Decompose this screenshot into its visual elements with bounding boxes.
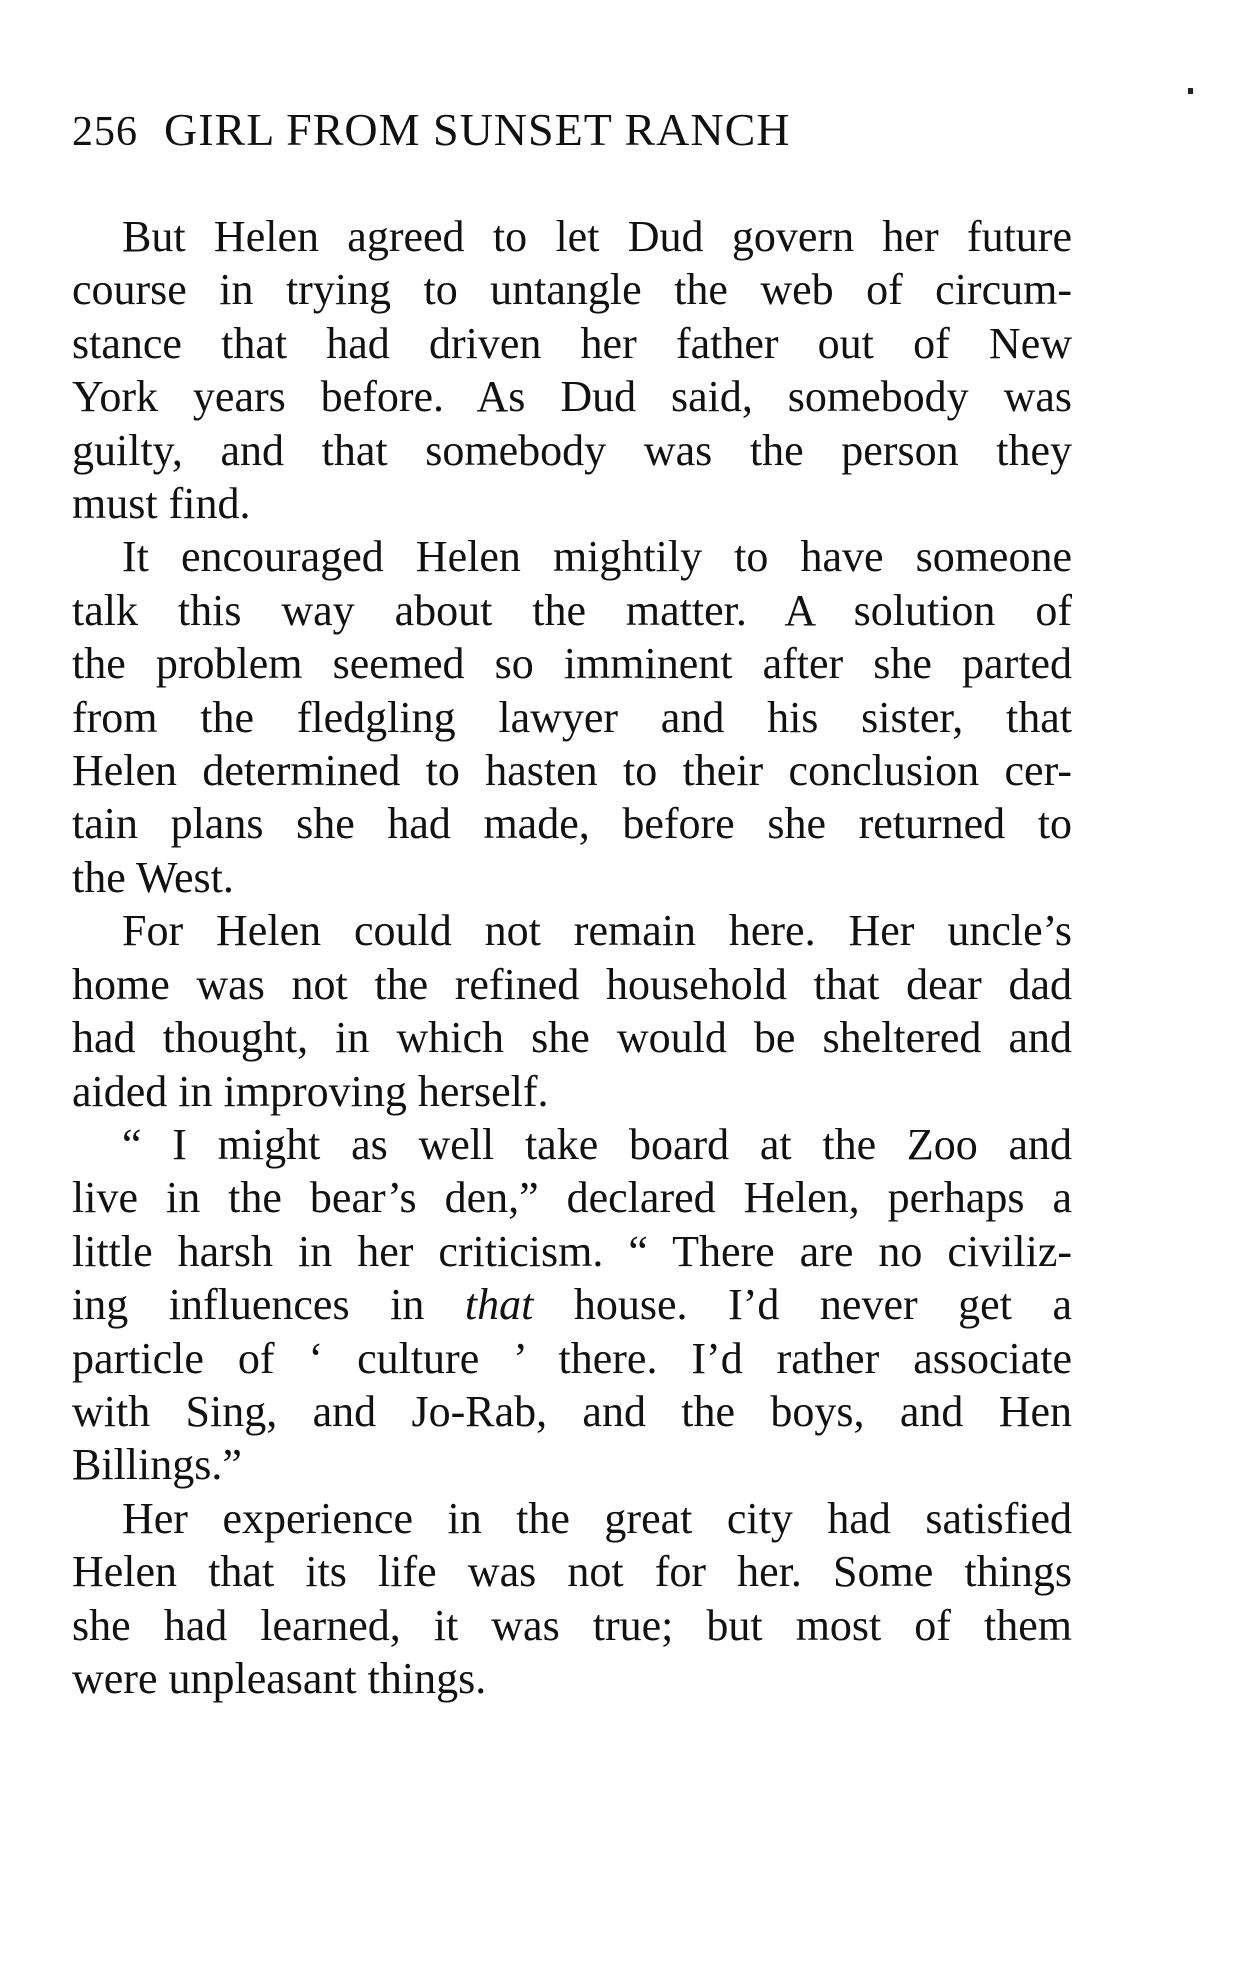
text-line: Helen that its life was not for her. Some things — [72, 1547, 1072, 1597]
book-page — [72, 98, 1072, 1705]
emphasis-text: that — [464, 1280, 534, 1330]
text-line: Helen determined to hasten to their conclusion cer- — [72, 746, 1072, 796]
text-line: she had learned, it was true; but most of them — [72, 1600, 1072, 1650]
text-line: from the fledgling lawyer and his sister, that — [72, 692, 1072, 742]
text-line: tain plans she had made, before she returned to — [72, 799, 1072, 849]
text-line: “ I might as well take board at the Zoo and — [122, 1119, 1072, 1169]
text-line: the problem seemed so imminent after she parted — [72, 639, 1072, 689]
text-line: were unpleasant things. — [72, 1653, 487, 1703]
print-speck — [1188, 88, 1193, 94]
paragraph-5 — [72, 1492, 1072, 1706]
paragraph-4 — [72, 1118, 1072, 1492]
text-line: Her experience in the great city had satisfied — [122, 1493, 1072, 1543]
text-line: For Helen could not remain here. Her uncle’s — [122, 906, 1072, 956]
body-text — [72, 210, 1072, 1705]
paragraph-2 — [72, 530, 1072, 904]
text-line: ing influences in that house. I’d never get a — [72, 1280, 1072, 1330]
text-line: must find. — [72, 479, 251, 529]
text-line: talk this way about the matter. A solution of — [72, 585, 1072, 635]
text-line: home was not the refined household that dear dad — [72, 959, 1072, 1009]
text-line: But Helen agreed to let Dud govern her future — [122, 212, 1072, 261]
text-line: with Sing, and Jo-Rab, and the boys, and Hen — [72, 1386, 1072, 1436]
text-line: live in the bear’s den,” declared Helen, perhaps a — [72, 1173, 1072, 1223]
paragraph-1 — [72, 210, 1072, 530]
text-line: York years before. As Dud said, somebody was — [72, 372, 1072, 422]
text-line: aided in improving herself. — [72, 1066, 549, 1116]
paragraph-3 — [72, 904, 1072, 1118]
text-line: had thought, in which she would be sheltered and — [72, 1013, 1072, 1063]
page-number: 256 — [72, 109, 138, 155]
running-title: GIRL FROM SUNSET RANCH — [164, 104, 791, 155]
text-line: It encouraged Helen mightily to have someone — [122, 532, 1072, 582]
text-line: Billings.” — [72, 1440, 242, 1490]
text-line: guilty, and that somebody was the person they — [72, 425, 1072, 475]
text-line: particle of ‘ culture ’ there. I’d rather associate — [72, 1333, 1072, 1383]
text-line: little harsh in her criticism. “ There are no civiliz- — [72, 1226, 1072, 1276]
running-header — [72, 98, 1072, 162]
text-line: course in trying to untangle the web of circum- — [72, 265, 1072, 315]
text-line: stance that had driven her father out of New — [72, 318, 1072, 368]
text-line: the West. — [72, 852, 234, 902]
